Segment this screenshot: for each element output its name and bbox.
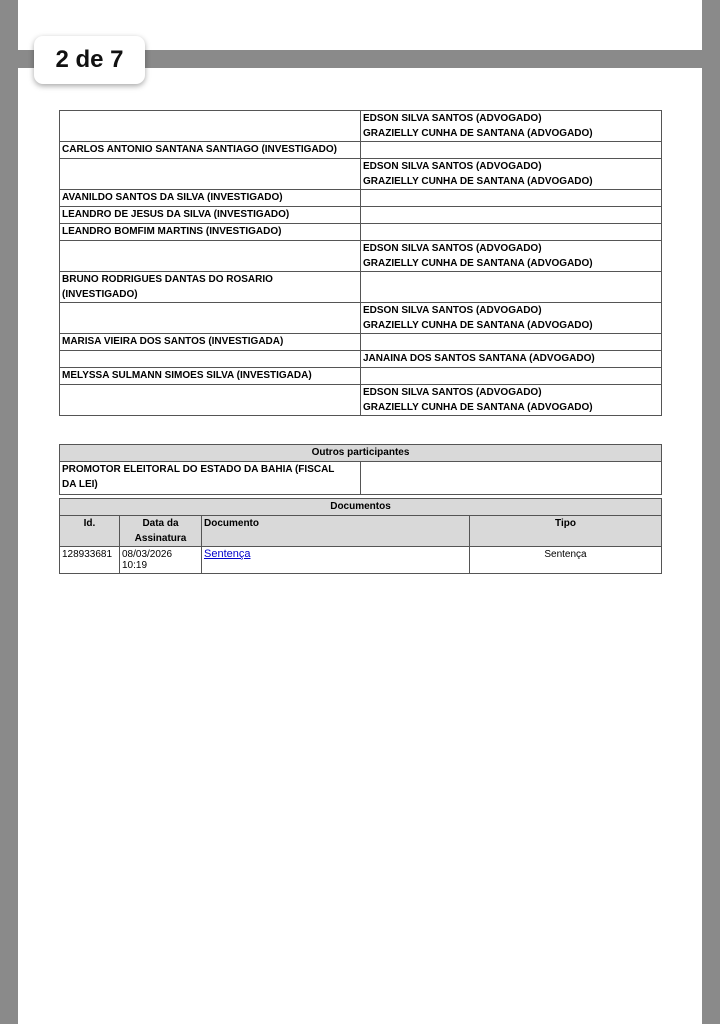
party-lawyer-cell (361, 142, 662, 159)
party-name-cell (60, 159, 361, 190)
outros-empty-cell (361, 462, 662, 495)
lawyer-name: GRAZIELLY CUNHA DE SANTANA (ADVOGADO) (363, 258, 593, 269)
party-name-cell (60, 385, 361, 416)
party-row (60, 303, 662, 334)
viewer-background-left (0, 0, 18, 1024)
party-name: MELYSSA SULMANN SIMOES SILVA (INVESTIGADA) (62, 370, 312, 381)
party-name: LEANDRO BOMFIM MARTINS (INVESTIGADO) (62, 226, 282, 237)
party-row (60, 190, 662, 207)
party-lawyer-cell (361, 334, 662, 351)
party-name: (INVESTIGADO) (62, 289, 138, 300)
party-name-cell (60, 241, 361, 272)
doc-id: 128933681 (60, 547, 120, 574)
party-row (60, 272, 662, 303)
party-lawyer-cell (361, 190, 662, 207)
table-row (60, 547, 662, 574)
header-id: Id. (60, 516, 120, 547)
party-lawyer-cell (361, 272, 662, 303)
outros-line: PROMOTOR ELEITORAL DO ESTADO DA BAHIA (FISCAL (62, 464, 335, 475)
party-lawyer-cell (361, 303, 662, 334)
party-name-cell (60, 190, 361, 207)
party-name: AVANILDO SANTOS DA SILVA (INVESTIGADO) (62, 192, 283, 203)
doc-date: 08/03/2026 10:19 (120, 547, 202, 574)
documentos-table (59, 498, 662, 574)
party-lawyer-cell (361, 207, 662, 224)
party-lawyer-cell (361, 368, 662, 385)
doc-tipo: Sentença (470, 547, 662, 574)
party-name: CARLOS ANTONIO SANTANA SANTIAGO (INVESTIGADO) (62, 144, 337, 155)
party-name-cell (60, 111, 361, 142)
lawyer-name: GRAZIELLY CUNHA DE SANTANA (ADVOGADO) (363, 128, 593, 139)
lawyer-name: JANAINA DOS SANTOS SANTANA (ADVOGADO) (363, 353, 595, 364)
party-lawyer-cell (361, 241, 662, 272)
header-data-assinatura: Data da Assinatura (120, 516, 202, 547)
party-name-cell (60, 303, 361, 334)
lawyer-name: GRAZIELLY CUNHA DE SANTANA (ADVOGADO) (363, 402, 593, 413)
party-row (60, 385, 662, 416)
lawyer-name: EDSON SILVA SANTOS (ADVOGADO) (363, 161, 542, 172)
party-row (60, 224, 662, 241)
doc-name-cell (202, 547, 470, 574)
party-name-cell (60, 351, 361, 368)
header-tipo: Tipo (470, 516, 662, 547)
party-row (60, 142, 662, 159)
viewer-background-right (702, 0, 720, 1024)
lawyer-name: EDSON SILVA SANTOS (ADVOGADO) (363, 387, 542, 398)
document-link[interactable]: Sentença (204, 548, 251, 560)
party-row (60, 368, 662, 385)
party-name: BRUNO RODRIGUES DANTAS DO ROSARIO (62, 274, 273, 285)
outros-participantes-table (59, 444, 662, 495)
party-name: MARISA VIEIRA DOS SANTOS (INVESTIGADA) (62, 336, 284, 347)
party-name: LEANDRO DE JESUS DA SILVA (INVESTIGADO) (62, 209, 290, 220)
party-name-cell (60, 272, 361, 303)
party-name-cell (60, 224, 361, 241)
party-lawyer-cell (361, 224, 662, 241)
parties-table (59, 110, 662, 416)
party-lawyer-cell (361, 385, 662, 416)
party-name-cell (60, 368, 361, 385)
outros-line: DA LEI) (62, 479, 98, 490)
party-row (60, 334, 662, 351)
party-name-cell (60, 207, 361, 224)
outros-participant (60, 462, 361, 495)
outros-title: Outros participantes (60, 445, 662, 462)
party-lawyer-cell (361, 159, 662, 190)
party-row (60, 241, 662, 272)
party-row (60, 159, 662, 190)
lawyer-name: EDSON SILVA SANTOS (ADVOGADO) (363, 305, 542, 316)
party-name-cell (60, 142, 361, 159)
page-indicator: 2 de 7 (34, 36, 145, 84)
party-lawyer-cell (361, 351, 662, 368)
party-lawyer-cell (361, 111, 662, 142)
lawyer-name: GRAZIELLY CUNHA DE SANTANA (ADVOGADO) (363, 320, 593, 331)
lawyer-name: EDSON SILVA SANTOS (ADVOGADO) (363, 113, 542, 124)
lawyer-name: GRAZIELLY CUNHA DE SANTANA (ADVOGADO) (363, 176, 593, 187)
party-row (60, 111, 662, 142)
documentos-title: Documentos (60, 499, 662, 516)
header-documento: Documento (202, 516, 470, 547)
party-name-cell (60, 334, 361, 351)
party-row (60, 351, 662, 368)
lawyer-name: EDSON SILVA SANTOS (ADVOGADO) (363, 243, 542, 254)
party-row (60, 207, 662, 224)
